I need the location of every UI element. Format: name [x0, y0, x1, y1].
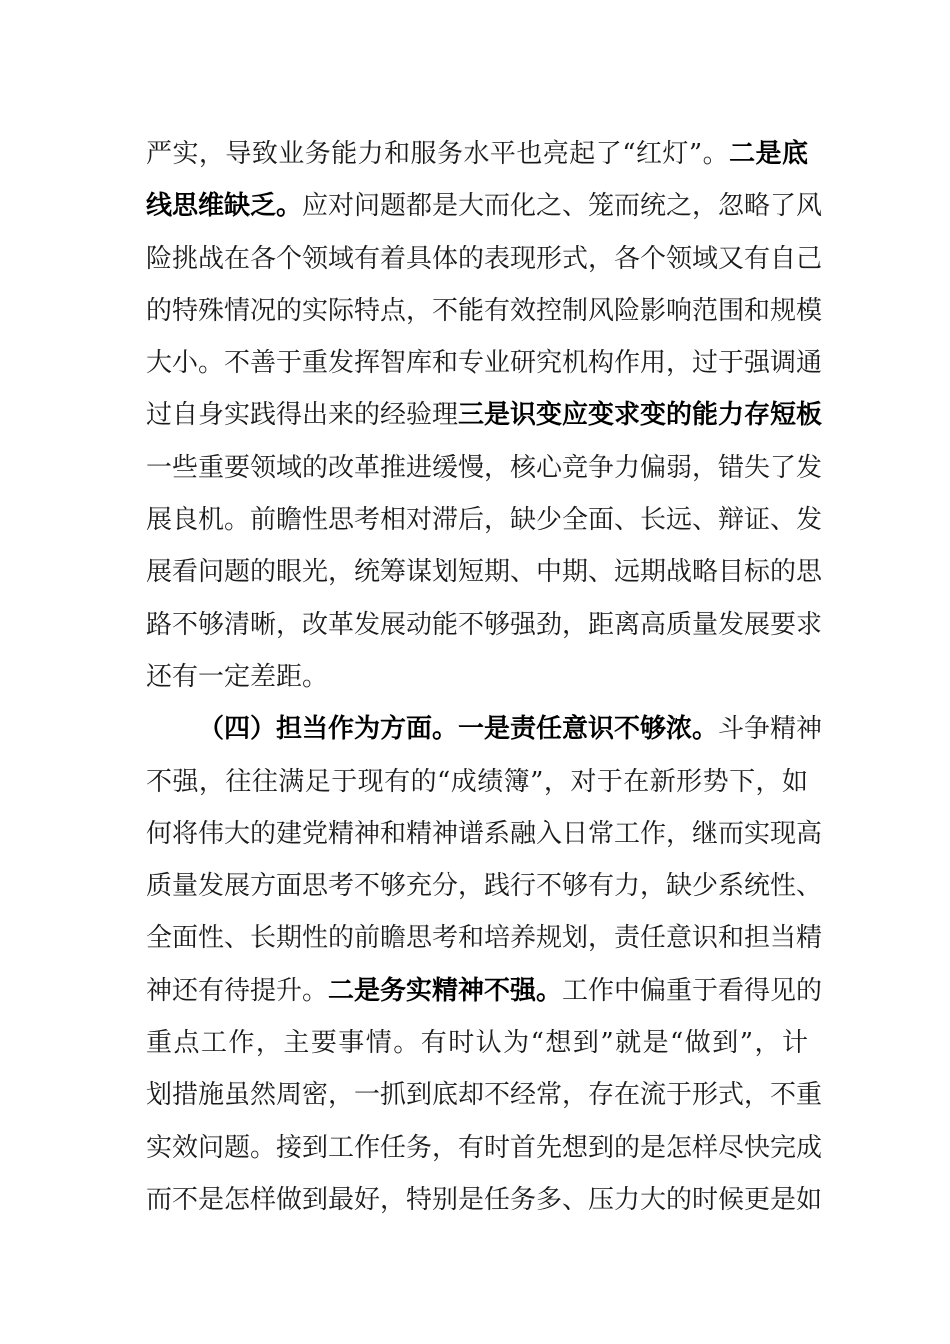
body-text: 的特殊情况的实际特点，不能有效控制风险影响范围和规模 — [146, 295, 823, 326]
text-line — [146, 337, 823, 389]
body-text: 应对问题都是大而化之、笼而统之，忽略了风 — [302, 191, 823, 222]
text-line — [146, 1069, 823, 1121]
body-text: 路不够清晰，改革发展动能不够强劲，距离高质量发展要求 — [146, 609, 823, 640]
body-text: 严实，导致业务能力和服务水平也亮起了“红灯”。 — [146, 139, 730, 169]
body-text: 全面性、长期性的前瞻思考和培养规划，责任意识和担当精 — [146, 923, 823, 954]
body-text: 划措施虽然周密，一抓到底却不经常，存在流于形式，不重 — [146, 1080, 823, 1111]
text-line — [146, 546, 823, 598]
text-line — [146, 860, 823, 912]
text-line — [146, 442, 823, 494]
text-line — [146, 599, 823, 651]
bold-heading-text: 二是底 — [729, 139, 808, 169]
text-line — [146, 1174, 823, 1226]
text-line — [146, 808, 823, 860]
body-text: 何将伟大的建党精神和精神谱系融入日常工作，继而实现高 — [146, 818, 823, 849]
bold-heading-text: 三是识变应变求变的能力存短板 — [458, 400, 823, 431]
text-line — [146, 912, 823, 964]
text-line — [146, 1017, 808, 1069]
body-text: 过自身实践得出来的经验理 — [146, 400, 459, 431]
text-line — [146, 285, 823, 337]
text-line — [146, 389, 823, 441]
body-text: 险挑战在各个领域有着具体的表现形式，各个领域又有自己 — [146, 243, 823, 274]
body-text: 斗争精神 — [718, 714, 823, 745]
body-text: 展看问题的眼光，统筹谋划短期、中期、远期战略目标的思 — [146, 557, 823, 588]
body-text: 不强，往往满足于现有的“成绩簿”，对于在新形势下，如 — [146, 766, 808, 797]
text-line — [146, 128, 808, 180]
text-line — [146, 651, 808, 703]
body-text: 而不是怎样做到最好，特别是任务多、压力大的时候更是如 — [146, 1184, 823, 1215]
body-text: 质量发展方面思考不够充分，践行不够有力，缺少系统性、 — [146, 871, 823, 902]
text-line — [146, 180, 823, 232]
body-text: 重点工作，主要事情。有时认为“想到”就是“做到”，计 — [146, 1028, 808, 1059]
bold-heading-text: （四）担当作为方面。一是责任意识不够浓。 — [198, 714, 719, 745]
body-text: 还有一定差距。 — [146, 661, 329, 692]
text-line — [146, 965, 823, 1017]
body-text: 展良机。前瞻性思考相对滞后，缺少全面、长远、辩证、发 — [146, 505, 823, 536]
body-text: 一些重要领域的改革推进缓慢，核心竞争力偏弱，错失了发 — [146, 452, 823, 483]
bold-heading-text: 二是务实精神不强。 — [328, 975, 563, 1006]
text-line — [146, 756, 808, 808]
text-line — [146, 233, 823, 285]
document-body — [146, 128, 823, 1226]
body-text: 神还有待提升。 — [146, 975, 329, 1006]
paragraph-heading-line — [146, 703, 823, 755]
bold-heading-text: 线思维缺乏。 — [146, 191, 303, 222]
text-line — [146, 1122, 823, 1174]
text-line — [146, 494, 823, 546]
body-text: 实效问题。接到工作任务，有时首先想到的是怎样尽快完成 — [146, 1132, 823, 1163]
body-text: 大小。不善于重发挥智库和专业研究机构作用，过于强调通 — [146, 348, 823, 379]
body-text: 工作中偏重于看得见的 — [562, 975, 823, 1006]
